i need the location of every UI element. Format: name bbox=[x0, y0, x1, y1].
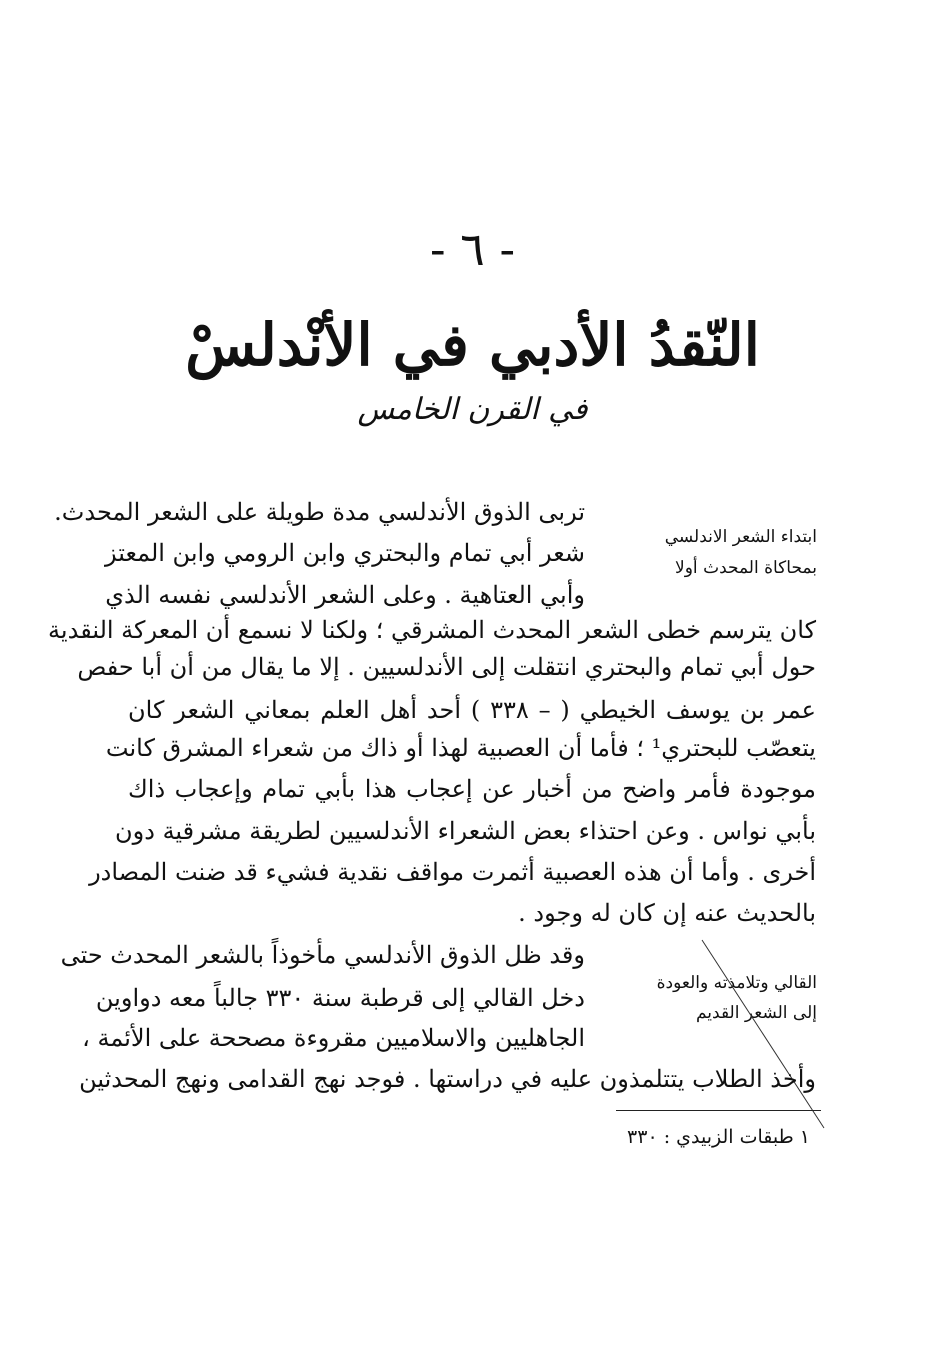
margin-note-2-line-1: القالي وتلامذته والعودة bbox=[656, 973, 817, 993]
footnote: ١ طبقات الزبيدي : ٣٣٠ bbox=[627, 1126, 810, 1148]
paragraph-1-line-10: أخرى . وأما أن هذه العصبية أثمرت مواقف نقدية فشيء قد ضنت المصادر bbox=[89, 858, 816, 886]
paragraph-2-line-4: وأخذ الطلاب يتتلمذون عليه في دراستها . فوجد نهج القدامى ونهج المحدثين bbox=[79, 1065, 816, 1093]
paragraph-1-line-1: تربى الذوق الأندلسي مدة طويلة على الشعر المحدث. bbox=[54, 498, 585, 526]
paragraph-1-line-11: بالحديث عنه إن كان له وجود . bbox=[518, 899, 816, 927]
paragraph-2-line-1: وقد ظل الذوق الأندلسي مأخوذاً بالشعر المحدث حتى bbox=[60, 941, 585, 969]
margin-note-1-line-1: ابتداء الشعر الاندلسي bbox=[664, 527, 817, 547]
paragraph-1-line-5: حول أبي تمام والبحتري انتقلت إلى الأندلسيين . إلا ما يقال من أن أبا حفص bbox=[77, 653, 816, 681]
footnote-divider bbox=[616, 1110, 821, 1111]
paragraph-1-line-6: عمر بن يوسف الخيطي ( – ٣٣٨ ) أحد أهل العلم بمعاني الشعر كان bbox=[128, 696, 816, 724]
paragraph-2-line-3: الجاهليين والاسلاميين مقروءة مصححة على الأئمة ، bbox=[82, 1024, 585, 1052]
paragraph-1-line-8: موجودة فأمر واضح من أخبار عن إعجاب هذا بأبي تمام وإعجاب ذاك bbox=[128, 775, 816, 803]
margin-note-1-line-2: بمحاكاة المحدث أولا bbox=[675, 558, 817, 578]
paragraph-1-line-3: وأبي العتاهية . وعلى الشعر الأندلسي نفسه الذي bbox=[105, 581, 585, 609]
paragraph-1-line-4: كان يترسم خطى الشعر المحدث المشرقي ؛ ولكنا لا نسمع أن المعركة النقدية bbox=[48, 616, 816, 644]
paragraph-1-line-7: يتعصّب للبحتري¹ ؛ فأما أن العصبية لهذا أو ذاك من شعراء المشرق كانت bbox=[105, 734, 816, 762]
paragraph-1-line-2: شعر أبي تمام والبحتري وابن الرومي وابن المعتز bbox=[105, 539, 585, 567]
chapter-title: النّقدُ الأدبي في الأنْدلسْ bbox=[185, 311, 760, 379]
chapter-number: - ٦ - bbox=[429, 222, 516, 276]
paragraph-1-line-9: بأبي نواس . وعن احتذاء بعض الشعراء الأندلسيين لطريقة مشرقية دون bbox=[115, 817, 816, 845]
margin-note-2-line-2: إلى الشعر القديم bbox=[695, 1003, 817, 1023]
paragraph-2-line-2: دخل القالي إلى قرطبة سنة ٣٣٠ جالباً معه دواوين bbox=[95, 984, 585, 1012]
chapter-subtitle: في القرن الخامس bbox=[357, 392, 588, 427]
